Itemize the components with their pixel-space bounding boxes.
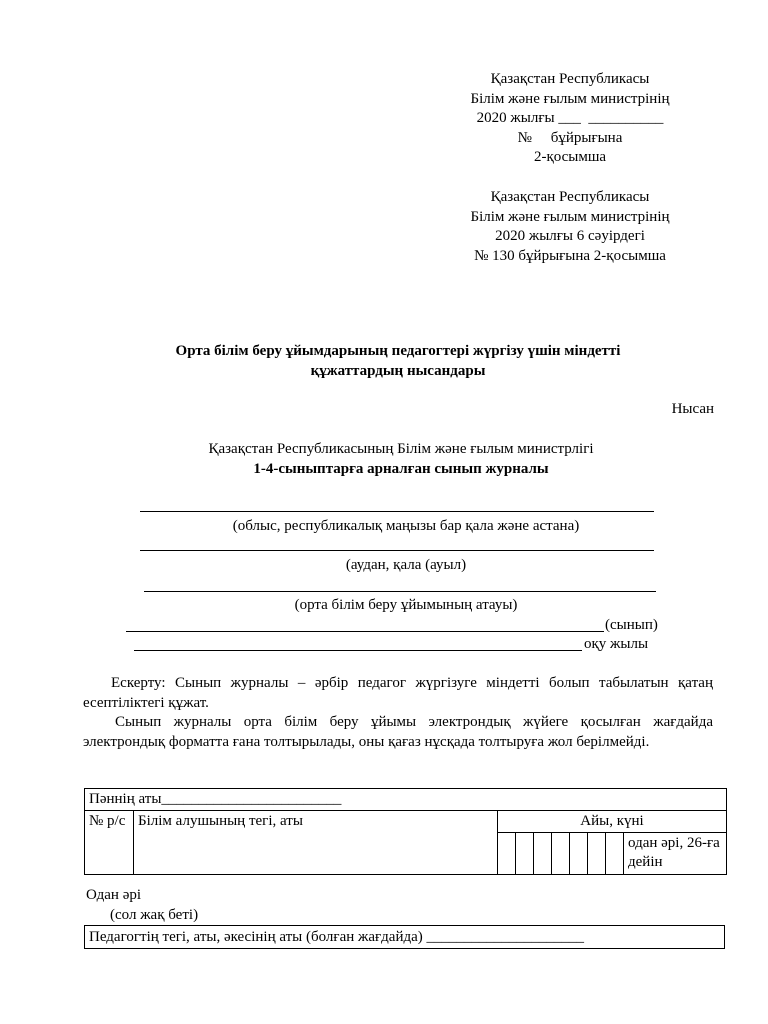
region-caption: (облыс, республикалық маңызы бар қала және астана) xyxy=(232,518,580,534)
district-caption: (аудан, қала (ауыл) xyxy=(345,557,467,573)
document-title-line-2: құжаттардың нысандары xyxy=(310,362,486,379)
appendix-top-line-4: № бұйрығына xyxy=(517,129,623,146)
continue-cell: одан әрі, 26-ға дейін xyxy=(624,833,727,875)
appendix-bottom-line-4: № 130 бұйрығына 2-қосымша xyxy=(474,247,666,264)
student-name-header: Білім алушының тегі, аты xyxy=(134,811,498,875)
class-label: (сынып) xyxy=(605,617,658,633)
document-title xyxy=(80,342,716,381)
journal-title: 1-4-сыныптарға арналған сынып журналы xyxy=(253,460,549,477)
appendix-bottom-line-1: Қазақстан Республикасы xyxy=(490,189,650,205)
appendix-bottom-line-2: Білім және ғылым министрінің xyxy=(470,208,670,225)
day-column xyxy=(498,833,516,875)
region-line xyxy=(140,511,654,512)
day-column xyxy=(516,833,534,875)
appendix-top-line-1: Қазақстан Республикасы xyxy=(490,71,650,87)
appendix-top-line-5: 2-қосымша xyxy=(533,149,607,165)
number-header: № р/с xyxy=(85,811,134,875)
page-side-label: (сол жақ беті) xyxy=(110,907,199,923)
day-column xyxy=(606,833,624,875)
teacher-name-box: Педагогтің тегі, аты, әкесінің аты (болған жағдайда) _____________________ xyxy=(84,925,725,949)
year-line xyxy=(134,650,582,651)
subject-name-cell: Пәннің аты________________________ xyxy=(85,789,727,811)
form-label: Нысан xyxy=(671,401,714,417)
note-paragraph-2: Сынып журналы орта білім беру ұйымы электрондық жүйеге қосылған жағдайда электрондық форматта ғана толтырылады, оны қағаз нұсқада толтыруға жол берілмейді. xyxy=(83,714,713,750)
appendix-block-top xyxy=(420,70,720,168)
appendix-block-bottom xyxy=(420,188,720,266)
ministry-block xyxy=(80,440,722,479)
day-column xyxy=(588,833,606,875)
note-block xyxy=(83,674,713,752)
day-column xyxy=(570,833,588,875)
journal-table xyxy=(84,788,727,875)
appendix-top-line-3: 2020 жылғы ___ __________ xyxy=(476,110,664,126)
day-column xyxy=(552,833,570,875)
appendix-top-line-2: Білім және ғылым министрінің xyxy=(470,90,670,107)
month-day-header: Айы, күні xyxy=(498,811,727,833)
district-line xyxy=(140,550,654,551)
organization-line xyxy=(144,591,656,592)
ministry-name: Қазақстан Республикасының Білім және ғылым министрлігі xyxy=(208,441,594,457)
class-line xyxy=(126,631,604,632)
note-paragraph-1: Ескерту: Сынып журналы – әрбір педагог жүргізуге міндетті болып табылатын қатаң есептіліктегі құжат. xyxy=(83,675,713,711)
appendix-bottom-line-3: 2020 жылғы 6 сәуірдегі xyxy=(495,228,645,244)
day-column xyxy=(534,833,552,875)
document-title-line-1: Орта білім беру ұйымдарының педагогтері жүргізу үшін міндетті xyxy=(175,343,621,359)
organization-caption: (орта білім беру ұйымының атауы) xyxy=(294,597,518,613)
year-label: оқу жылы xyxy=(584,636,649,652)
further-label: Одан әрі xyxy=(86,887,142,903)
